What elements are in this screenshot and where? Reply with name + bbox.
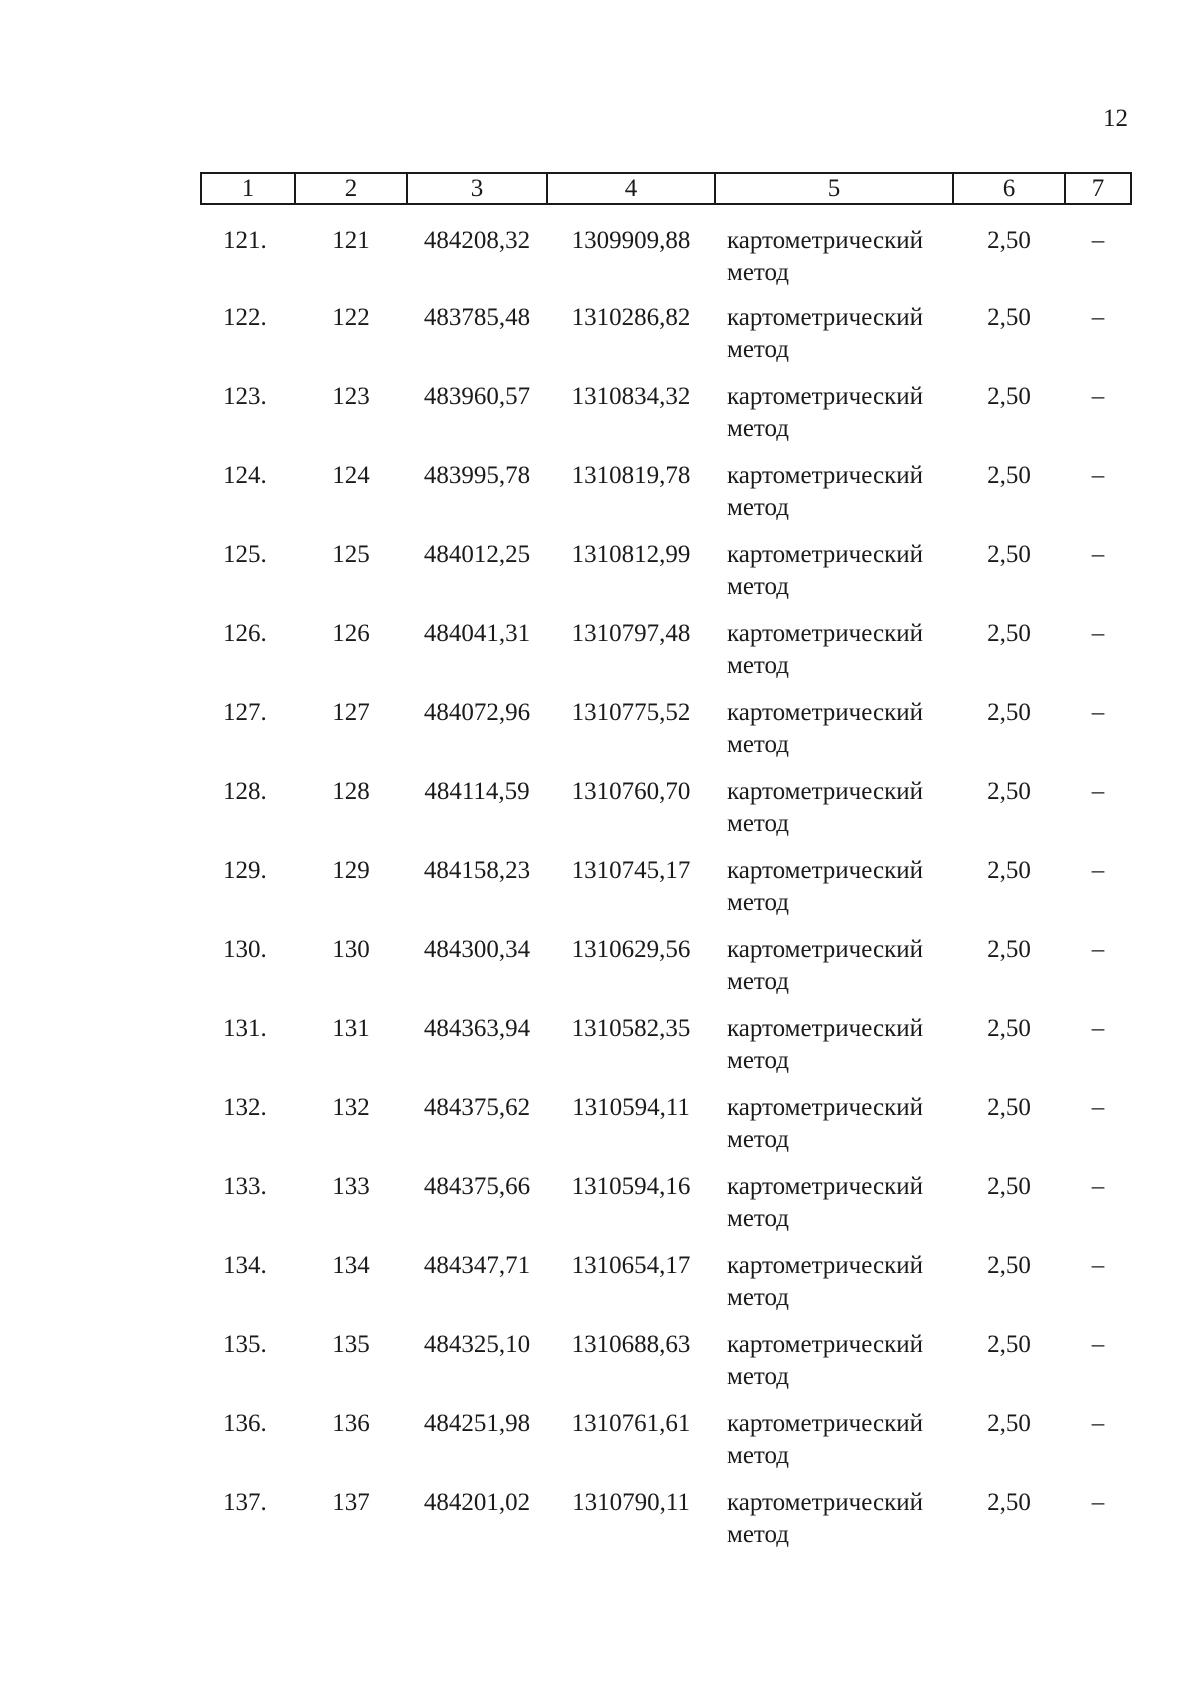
table-row	[201, 934, 1131, 1013]
method-line: метод	[727, 810, 790, 837]
method-cell	[715, 934, 953, 1013]
row-number-cell: 135.	[223, 1331, 267, 1358]
method-cell	[715, 1092, 953, 1171]
method-line: метод	[727, 652, 790, 679]
x-coordinate-cell: 484041,31	[423, 620, 531, 647]
y-coordinate-cell: 1310286,82	[571, 304, 691, 331]
method-line: метод	[727, 415, 790, 442]
method-line: метод	[727, 889, 790, 916]
method-line: картометрический	[727, 1252, 923, 1279]
description-cell: –	[1091, 1489, 1105, 1516]
point-id-cell: 127	[332, 699, 370, 726]
method-line: метод	[727, 1126, 790, 1153]
method-cell	[715, 776, 953, 855]
table-row	[201, 1171, 1131, 1250]
table-body	[201, 204, 1131, 1566]
method-line: картометрический	[727, 462, 923, 489]
table-header	[201, 173, 1131, 204]
method-cell	[715, 381, 953, 460]
row-number-cell: 136.	[223, 1410, 267, 1437]
row-number-cell: 131.	[223, 1015, 267, 1042]
method-line: метод	[727, 1205, 790, 1232]
method-line: картометрический	[727, 1173, 923, 1200]
accuracy-cell: 2,50	[987, 383, 1031, 410]
point-id-cell: 135	[332, 1331, 370, 1358]
y-coordinate-cell: 1310629,56	[571, 936, 691, 963]
y-coordinate-cell: 1310745,17	[571, 857, 691, 884]
method-line: метод	[727, 259, 790, 286]
y-coordinate-cell: 1310760,70	[571, 778, 691, 805]
accuracy-cell: 2,50	[987, 1094, 1031, 1121]
table-row	[201, 697, 1131, 776]
column-header: 7	[1065, 173, 1131, 204]
row-number-cell: 129.	[223, 857, 267, 884]
method-line: картометрический	[727, 304, 923, 331]
method-cell	[715, 302, 953, 381]
row-number-cell: 124.	[223, 462, 267, 489]
method-cell	[715, 855, 953, 934]
method-cell	[715, 539, 953, 618]
x-coordinate-cell: 484012,25	[423, 541, 531, 568]
table-row	[201, 460, 1131, 539]
x-coordinate-cell: 483785,48	[423, 304, 531, 331]
description-cell: –	[1091, 1252, 1105, 1279]
description-cell: –	[1091, 1094, 1105, 1121]
accuracy-cell: 2,50	[987, 778, 1031, 805]
method-line: метод	[727, 1047, 790, 1074]
table-row	[201, 204, 1131, 302]
accuracy-cell: 2,50	[987, 462, 1031, 489]
x-coordinate-cell: 484251,98	[423, 1410, 531, 1437]
accuracy-cell: 2,50	[987, 1015, 1031, 1042]
point-id-cell: 129	[332, 857, 370, 884]
y-coordinate-cell: 1310819,78	[571, 462, 691, 489]
method-line: картометрический	[727, 541, 923, 568]
y-coordinate-cell: 1310594,16	[571, 1173, 691, 1200]
row-number-cell: 123.	[223, 383, 267, 410]
method-line: картометрический	[727, 699, 923, 726]
method-line: метод	[727, 1442, 790, 1469]
y-coordinate-cell: 1310594,11	[572, 1094, 690, 1121]
accuracy-cell: 2,50	[987, 620, 1031, 647]
description-cell: –	[1091, 383, 1105, 410]
accuracy-cell: 2,50	[987, 227, 1031, 254]
method-line: картометрический	[727, 1094, 923, 1121]
table-row	[201, 1408, 1131, 1487]
x-coordinate-cell: 484347,71	[423, 1252, 531, 1279]
method-line: картометрический	[727, 1331, 923, 1358]
accuracy-cell: 2,50	[987, 857, 1031, 884]
method-cell	[715, 1171, 953, 1250]
row-number-cell: 134.	[223, 1252, 267, 1279]
table-row	[201, 381, 1131, 460]
x-coordinate-cell: 484201,02	[423, 1489, 531, 1516]
method-line: метод	[727, 1521, 790, 1548]
table-row	[201, 302, 1131, 381]
y-coordinate-cell: 1310775,52	[571, 699, 691, 726]
description-cell: –	[1091, 1410, 1105, 1437]
table-row	[201, 1013, 1131, 1092]
method-line: картометрический	[727, 1015, 923, 1042]
y-coordinate-cell: 1310654,17	[571, 1252, 691, 1279]
row-number-cell: 127.	[223, 699, 267, 726]
description-cell: –	[1091, 1173, 1105, 1200]
table-row	[201, 1487, 1131, 1566]
accuracy-cell: 2,50	[987, 541, 1031, 568]
column-header: 3	[407, 173, 547, 204]
column-header: 4	[547, 173, 715, 204]
point-id-cell: 122	[332, 304, 370, 331]
x-coordinate-cell: 483960,57	[423, 383, 531, 410]
method-line: метод	[727, 573, 790, 600]
description-cell: –	[1091, 620, 1105, 647]
table-row	[201, 1329, 1131, 1408]
accuracy-cell: 2,50	[987, 1489, 1031, 1516]
y-coordinate-cell: 1310688,63	[571, 1331, 691, 1358]
description-cell: –	[1091, 462, 1105, 489]
x-coordinate-cell: 484114,59	[424, 778, 530, 805]
y-coordinate-cell: 1310797,48	[571, 620, 691, 647]
x-coordinate-cell: 483995,78	[423, 462, 531, 489]
table-row	[201, 618, 1131, 697]
accuracy-cell: 2,50	[987, 1331, 1031, 1358]
row-number-cell: 130.	[223, 936, 267, 963]
y-coordinate-cell: 1310582,35	[571, 1015, 691, 1042]
table-row	[201, 855, 1131, 934]
x-coordinate-cell: 484375,62	[423, 1094, 531, 1121]
x-coordinate-cell: 484158,23	[423, 857, 531, 884]
point-id-cell: 128	[332, 778, 370, 805]
method-cell	[715, 1329, 953, 1408]
column-header: 2	[295, 173, 407, 204]
accuracy-cell: 2,50	[987, 936, 1031, 963]
point-id-cell: 136	[332, 1410, 370, 1437]
header-row	[201, 173, 1131, 204]
method-line: метод	[727, 968, 790, 995]
point-id-cell: 124	[332, 462, 370, 489]
accuracy-cell: 2,50	[987, 1173, 1031, 1200]
row-number-cell: 122.	[223, 304, 267, 331]
description-cell: –	[1091, 541, 1105, 568]
description-cell: –	[1091, 936, 1105, 963]
point-id-cell: 133	[332, 1173, 370, 1200]
coordinates-table	[200, 172, 1132, 1566]
point-id-cell: 130	[332, 936, 370, 963]
accuracy-cell: 2,50	[987, 699, 1031, 726]
table-row	[201, 1250, 1131, 1329]
description-cell: –	[1091, 857, 1105, 884]
method-line: картометрический	[727, 936, 923, 963]
accuracy-cell: 2,50	[987, 1410, 1031, 1437]
y-coordinate-cell: 1310790,11	[572, 1489, 690, 1516]
y-coordinate-cell: 1310761,61	[571, 1410, 691, 1437]
table-row	[201, 1092, 1131, 1171]
x-coordinate-cell: 484072,96	[423, 699, 531, 726]
method-line: метод	[727, 336, 790, 363]
method-cell	[715, 1250, 953, 1329]
method-line: картометрический	[727, 1410, 923, 1437]
x-coordinate-cell: 484375,66	[423, 1173, 531, 1200]
method-cell	[715, 697, 953, 776]
method-line: картометрический	[727, 620, 923, 647]
method-line: метод	[727, 731, 790, 758]
row-number-cell: 125.	[223, 541, 267, 568]
column-header: 1	[201, 173, 295, 204]
accuracy-cell: 2,50	[987, 304, 1031, 331]
point-id-cell: 137	[332, 1489, 370, 1516]
x-coordinate-cell: 484325,10	[423, 1331, 531, 1358]
description-cell: –	[1091, 1331, 1105, 1358]
method-line: картометрический	[727, 1489, 923, 1516]
point-id-cell: 121	[332, 227, 370, 254]
description-cell: –	[1091, 304, 1105, 331]
column-header: 6	[953, 173, 1065, 204]
x-coordinate-cell: 484208,32	[423, 227, 531, 254]
method-line: картометрический	[727, 383, 923, 410]
point-id-cell: 123	[332, 383, 370, 410]
row-number-cell: 137.	[223, 1489, 267, 1516]
method-cell	[715, 460, 953, 539]
page-number: 12	[1103, 105, 1128, 132]
y-coordinate-cell: 1310834,32	[571, 383, 691, 410]
row-number-cell: 133.	[223, 1173, 267, 1200]
table-row	[201, 776, 1131, 855]
x-coordinate-cell: 484300,34	[423, 936, 531, 963]
description-cell: –	[1091, 778, 1105, 805]
point-id-cell: 126	[332, 620, 370, 647]
row-number-cell: 126.	[223, 620, 267, 647]
table-row	[201, 539, 1131, 618]
method-cell	[715, 618, 953, 697]
row-number-cell: 128.	[223, 778, 267, 805]
point-id-cell: 134	[332, 1252, 370, 1279]
point-id-cell: 132	[332, 1094, 370, 1121]
method-line: метод	[727, 1363, 790, 1390]
y-coordinate-cell: 1309909,88	[571, 227, 691, 254]
method-cell	[715, 204, 953, 302]
point-id-cell: 125	[332, 541, 370, 568]
description-cell: –	[1091, 227, 1105, 254]
x-coordinate-cell: 484363,94	[423, 1015, 531, 1042]
method-cell	[715, 1487, 953, 1566]
method-line: картометрический	[727, 857, 923, 884]
point-id-cell: 131	[332, 1015, 370, 1042]
row-number-cell: 121.	[223, 227, 267, 254]
description-cell: –	[1091, 1015, 1105, 1042]
method-line: метод	[727, 1284, 790, 1311]
method-line: картометрический	[727, 778, 923, 805]
description-cell: –	[1091, 699, 1105, 726]
method-cell	[715, 1013, 953, 1092]
method-cell	[715, 1408, 953, 1487]
column-header: 5	[715, 173, 953, 204]
method-line: метод	[727, 494, 790, 521]
row-number-cell: 132.	[223, 1094, 267, 1121]
y-coordinate-cell: 1310812,99	[571, 541, 691, 568]
accuracy-cell: 2,50	[987, 1252, 1031, 1279]
method-line: картометрический	[727, 227, 923, 254]
